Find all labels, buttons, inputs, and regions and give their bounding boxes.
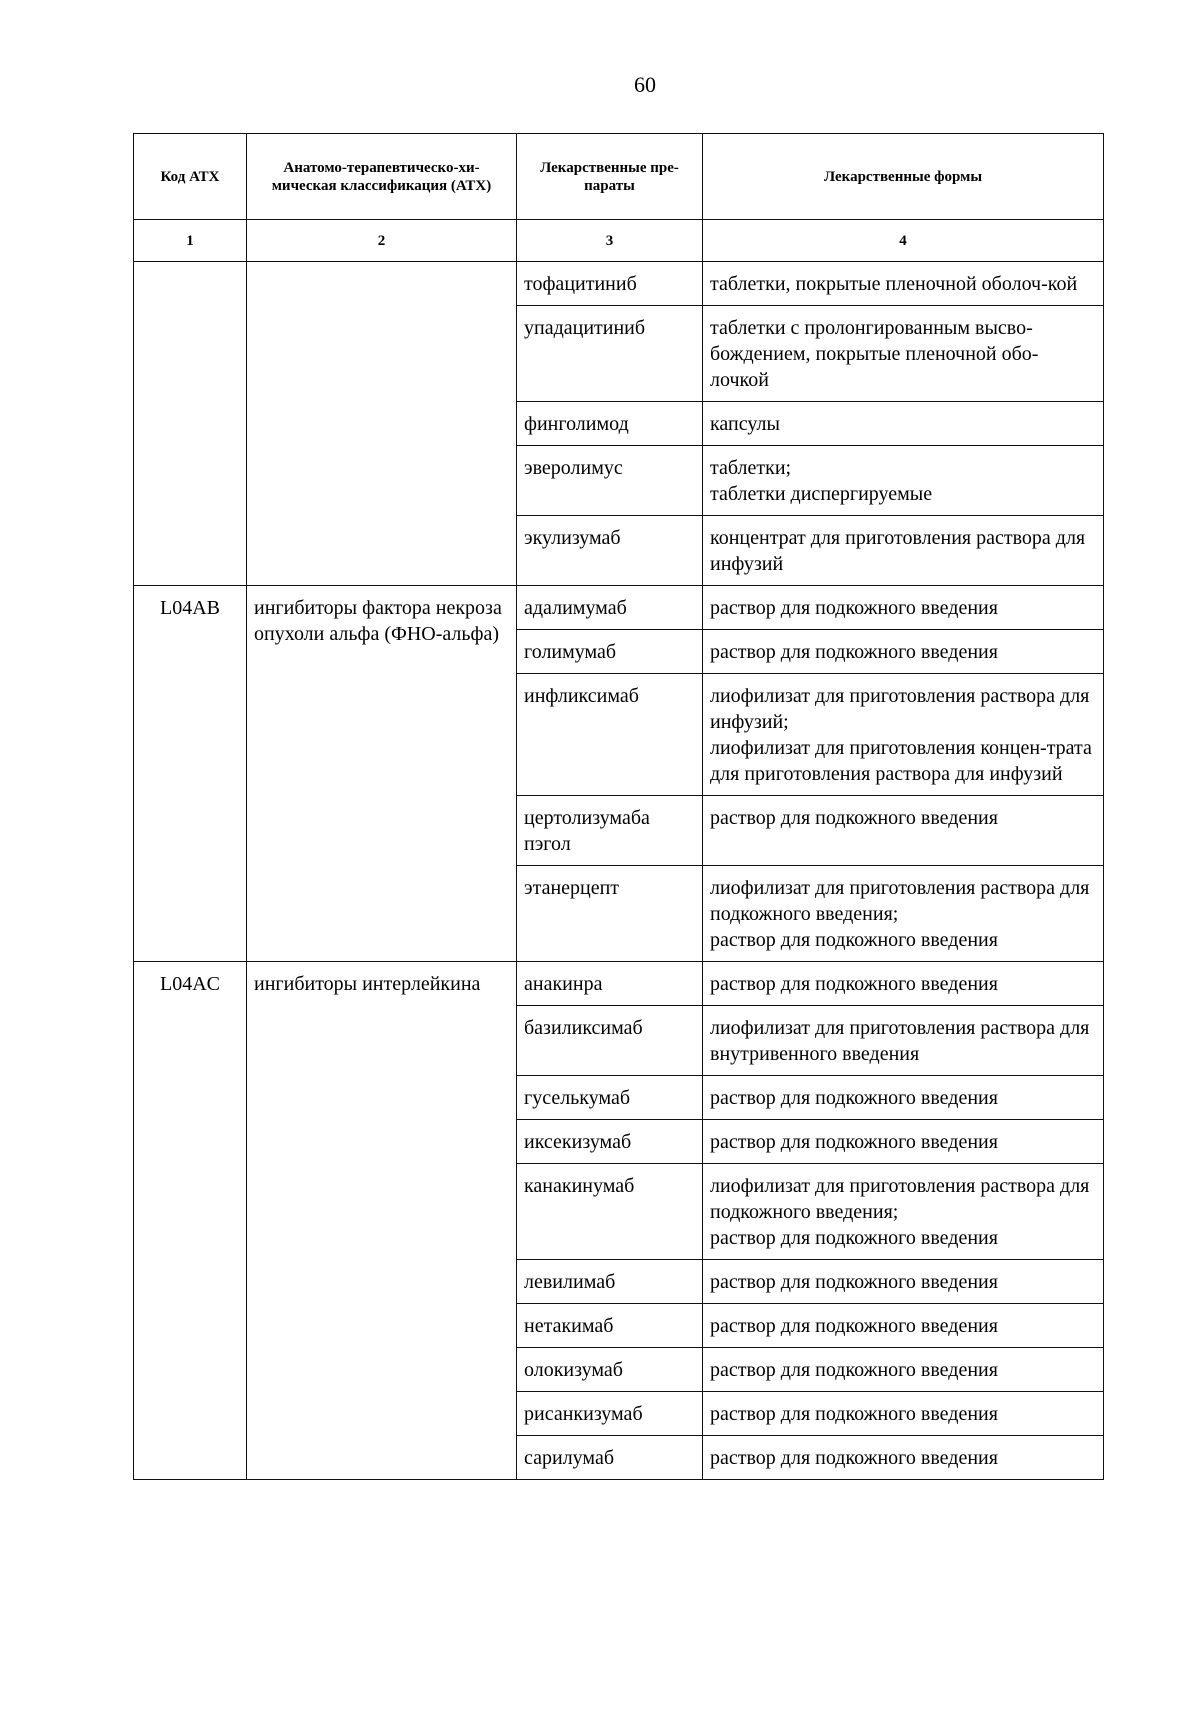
dosage-forms <box>703 1164 1104 1260</box>
dosage-form-line: раствор для подкожного введения <box>710 973 998 995</box>
header-code: Код АТХ <box>134 134 247 220</box>
dosage-forms <box>703 262 1104 306</box>
dosage-forms <box>703 1348 1104 1392</box>
drug-name: рисанкизумаб <box>517 1392 703 1436</box>
header-row <box>134 134 1104 220</box>
table-body <box>134 262 1104 1480</box>
dosage-form-line: раствор для подкожного введения <box>710 1271 998 1293</box>
dosage-forms <box>703 796 1104 866</box>
dosage-form-line: лиофилизат для приготовления концен-трата для приготовления раствора для инфузий <box>710 737 1092 785</box>
drug-name: инфликсимаб <box>517 674 703 796</box>
dosage-form-line: раствор для подкожного введения <box>710 1131 998 1153</box>
drug-name: голимумаб <box>517 630 703 674</box>
drug-name: гуселькумаб <box>517 1076 703 1120</box>
drug-name: базиликсимаб <box>517 1006 703 1076</box>
column-number: 4 <box>703 220 1104 262</box>
dosage-forms <box>703 630 1104 674</box>
dosage-form-line: таблетки; <box>710 457 792 479</box>
dosage-forms <box>703 1006 1104 1076</box>
dosage-form-line: лиофилизат для приготовления раствора для подкожного введения; <box>710 877 1090 925</box>
dosage-forms <box>703 1392 1104 1436</box>
dosage-form-line: таблетки, покрытые пленочной оболоч-кой <box>710 273 1078 295</box>
drug-name: экулизумаб <box>517 516 703 586</box>
dosage-forms <box>703 306 1104 402</box>
dosage-form-line: раствор для подкожного введения <box>710 1087 998 1109</box>
dosage-form-line: раствор для подкожного введения <box>710 1447 998 1469</box>
dosage-forms <box>703 1076 1104 1120</box>
column-number: 1 <box>134 220 247 262</box>
dosage-form-line: раствор для подкожного введения <box>710 597 998 619</box>
dosage-forms <box>703 446 1104 516</box>
table-row <box>134 962 1104 1006</box>
dosage-forms <box>703 1120 1104 1164</box>
atx-code: L04AC <box>134 962 247 1480</box>
table-row <box>134 586 1104 630</box>
dosage-form-line: капсулы <box>710 413 780 435</box>
dosage-form-line: лиофилизат для приготовления раствора для подкожного введения; <box>710 1175 1090 1223</box>
column-number-row <box>134 220 1104 262</box>
atx-classification <box>247 262 517 586</box>
drug-name: олокизумаб <box>517 1348 703 1392</box>
atx-classification: ингибиторы интерлейкина <box>247 962 517 1480</box>
page-number: 60 <box>634 72 656 97</box>
dosage-form-line: концентрат для приготовления раствора для инфузий <box>710 527 1086 575</box>
drug-name: эверолимус <box>517 446 703 516</box>
dosage-forms <box>703 1260 1104 1304</box>
drug-name: сарилумаб <box>517 1436 703 1480</box>
dosage-form-line: раствор для подкожного введения <box>710 807 998 829</box>
atx-code <box>134 262 247 586</box>
dosage-form-line: лиофилизат для приготовления раствора для внутривенного введения <box>710 1017 1090 1065</box>
dosage-form-line: раствор для подкожного введения <box>710 1359 998 1381</box>
dosage-forms <box>703 516 1104 586</box>
drug-name: канакинумаб <box>517 1164 703 1260</box>
column-number: 2 <box>247 220 517 262</box>
drug-name: нетакимаб <box>517 1304 703 1348</box>
header-forms: Лекарственные формы <box>703 134 1104 220</box>
drug-name: левилимаб <box>517 1260 703 1304</box>
dosage-form-line: раствор для подкожного введения <box>710 929 998 951</box>
atx-table <box>133 133 1104 1480</box>
dosage-form-line: раствор для подкожного введения <box>710 641 998 663</box>
dosage-forms <box>703 586 1104 630</box>
drug-name: этанерцепт <box>517 866 703 962</box>
dosage-form-line: раствор для подкожного введения <box>710 1227 998 1249</box>
dosage-forms <box>703 962 1104 1006</box>
header-drugs: Лекарственные пре-параты <box>517 134 703 220</box>
drug-name: иксекизумаб <box>517 1120 703 1164</box>
dosage-forms <box>703 402 1104 446</box>
atx-classification: ингибиторы фактора некроза опухоли альфа (ФНО-альфа) <box>247 586 517 962</box>
drug-name: тофацитиниб <box>517 262 703 306</box>
dosage-form-line: раствор для подкожного введения <box>710 1315 998 1337</box>
dosage-form-line: лиофилизат для приготовления раствора для инфузий; <box>710 685 1090 733</box>
dosage-forms <box>703 1304 1104 1348</box>
drug-name: анакинра <box>517 962 703 1006</box>
dosage-forms <box>703 674 1104 796</box>
table-row <box>134 262 1104 306</box>
dosage-form-line: таблетки диспергируемые <box>710 483 933 505</box>
header-classification: Анатомо-терапевтическо-хи-мическая классификация (АТХ) <box>247 134 517 220</box>
atx-code: L04AB <box>134 586 247 962</box>
drug-name: цертолизумаба пэгол <box>517 796 703 866</box>
column-number: 3 <box>517 220 703 262</box>
drug-name: упадацитиниб <box>517 306 703 402</box>
drug-name: адалимумаб <box>517 586 703 630</box>
drug-name: финголимод <box>517 402 703 446</box>
dosage-form-line: раствор для подкожного введения <box>710 1403 998 1425</box>
dosage-forms <box>703 1436 1104 1480</box>
dosage-form-line: таблетки с пролонгированным высво-бождением, покрытые пленочной обо-лочкой <box>710 317 1039 391</box>
dosage-forms <box>703 866 1104 962</box>
